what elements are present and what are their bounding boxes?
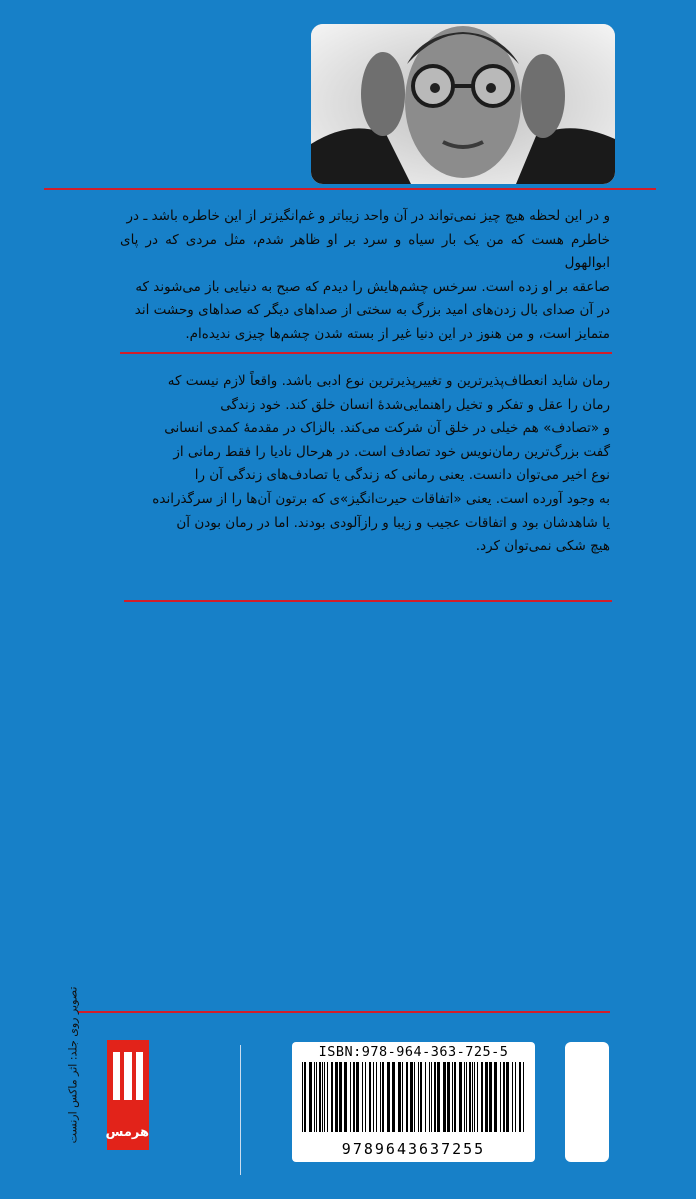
divider-middle [120,352,612,354]
isbn-digits: 9789643637255 [341,1140,486,1158]
text-line: خاطرم هست که من یک بار سیاه و سرد بر او ظاهر شدم، مثل مردی که در پای ابوالهول [120,231,610,272]
author-photo [311,24,615,184]
price-box [565,1042,609,1162]
divider-top [44,188,656,190]
vertical-divider [240,1045,241,1175]
isbn-label: ISBN:978-964-363-725-5 [318,1044,509,1060]
cover-credit-text: تصویر روی جلد: اثر ماکس ارنست [66,986,79,1144]
quote-paragraph-2 [120,370,610,559]
text-line: به وجود آورده است. یعنی «اتفاقات حیرت‌انگیز»ی که برتون آن‌ها را از سرگذرانده [152,490,610,507]
text-line: رمان را عقل و تفکر و تخیل راهنمایی‌شدهٔ انسان خلق کند. خود زندگی [220,396,610,413]
text-line: در آن صدای بال زدن‌های امید بزرگ به سختی از صداهای دیگر که صداهای وحشت اند [134,302,610,319]
cover-credit [60,965,85,1165]
text-line: رمان شاید انعطاف‌پذیرترین و تغییرپذیرترین نوع ادبی باشد. واقعاً لازم نیست که [167,373,610,389]
text-line: و در این لحظه هیچ چیز نمی‌تواند در آن واحد زیباتر و غم‌انگیزتر از این خاطره باشد ـ در [126,208,610,224]
text-line: هیچ شکی نمی‌توان کرد. [475,538,610,555]
text-line: و «تصادف» هم خیلی در خلق آن شرکت می‌کند. بالزاک در مقدمهٔ کمدی انسانی [164,420,610,437]
text-line: یا شاهدشان بود و اتفاقات عجیب و زیبا و رازآلودی بودند. اما در رمان بودن آن [176,514,610,531]
barcode-bars [298,1062,529,1132]
quote-paragraph-1 [120,205,610,347]
publisher-logo [107,1040,149,1150]
text-line: نوع اخیر می‌توان دانست. یعنی رمانی که زندگی یا تصادف‌های زندگی آن را [194,467,610,484]
text-line: صاعقه بر او زده است. سرخس چشم‌هایش را دیدم که صبح به دنیایی باز می‌شوند که [135,278,610,295]
publisher-name: هرمس [105,1125,149,1140]
publisher-logo-icon [113,1052,143,1100]
text-line: متمایز است، و من هنوز در این دنیا غیر از بسته شدن چشم‌ها چیزی ندیده‌ام. [185,325,610,342]
isbn-barcode [292,1042,535,1162]
divider-bottom-text [124,600,612,602]
divider-footer [78,1011,610,1013]
text-line: گفت بزرگ‌ترین رمان‌نویس خود تصادف است. در هرحال نادیا را فقط رمانی از [173,443,610,460]
